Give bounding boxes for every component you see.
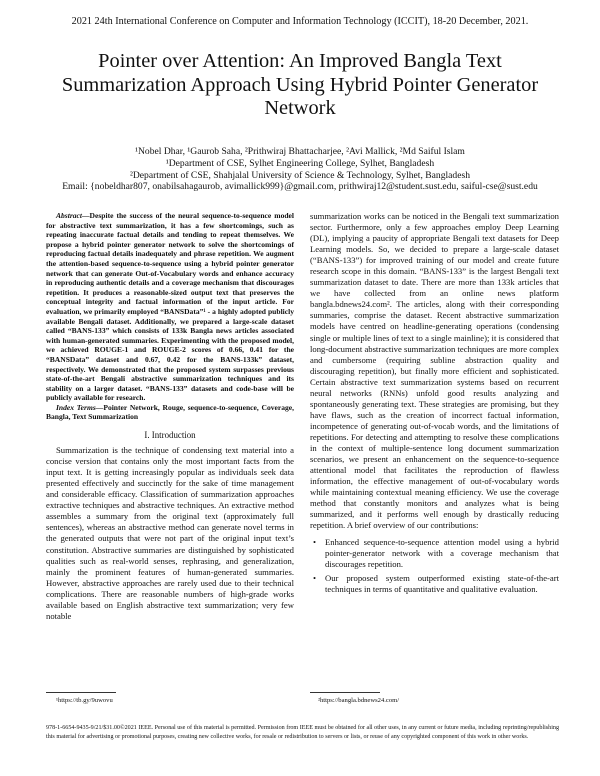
author-names: ¹Nobel Dhar, ¹Gaurob Saha, ²Prithwiraj Bhattacharjee, ²Avi Mallick, ²Md Saiful Islam (135, 146, 465, 157)
conference-header: 2021 24th International Conference on Computer and Information Technology (ICCIT), 18-20 December, 2021. (71, 16, 529, 27)
author-block (0, 146, 600, 193)
index-terms (46, 403, 294, 422)
paper-title: Pointer over Attention: An Improved Bangla Text Summarization Approach Using Hybrid Pointer Generator Network (61, 50, 539, 119)
footnote-2: ²https://bangla.bdnews24.com/ (318, 697, 400, 704)
list-item (310, 537, 559, 570)
index-terms-label: Index Terms (56, 402, 96, 412)
affiliation-2: ²Department of CSE, Shahjalal University of Science & Technology, Sylhet, Bangladesh (129, 169, 471, 181)
author-emails: Email: {nobeldhar807, onabilsahagaurob, avimallick999}@gmail.com, prithwiraj12@student.sust.edu, saiful-cse@sust.edu (62, 181, 538, 193)
bullet-icon: • (313, 537, 317, 548)
footnote-1: ¹https://tb.gy/9uwovu (56, 697, 113, 704)
abstract-label: Abstract (56, 211, 82, 220)
abstract-text: —Despite the success of the neural sequence-to-sequence model for abstractive text summarization, it has a few shortcomings, such as repeating inaccurate factual details and tending to repeat themselves. We propose a hybrid pointer generator network to solve the shortcomings of reproducing factual details inadequately and phrase repetition. We augment the attention-based sequence-to-sequence using a hybrid pointer generator network that can generate Out-of-Vocabulary words and enhance accuracy in reproducing authentic details and a coverage mechanism that discourages repetition. It produces a reasonable-sized output text that preserves the conceptual integrity and factual information of the input article. For evaluation, we primarily employed “BANSData”¹ - a highly adopted publicly available Bengali dataset. Additionally, we prepared a large-scale dataset called “BANS-133” which consists of 133k Bangla news articles associated with human-generated summaries. Experimenting with the proposed model, we achieved ROUGE-1 and ROUGE-2 scores of 0.66, 0.41 for the “BANSData” dataset and 0.67, 0.42 for the BANS-133k” dataset, respectively. We demonstrated that the proposed system surpasses previous state-of-the-art Bengali abstractive summarization techniques and its stability on a larger dataset. “BANS-133” datasets and code-base will be publicly available for research. (46, 211, 294, 403)
contribution-list (310, 537, 559, 594)
affiliation-1: ¹Department of CSE, Sylhet Engineering College, Sylhet, Bangladesh (165, 157, 435, 169)
intro-paragraph-left: Summarization is the technique of condensing text material into a concise version that contains only the most important facts from the input text. It is getting increasingly popular as individuals seek data presented effectively and succinctly for the sake of time management and considerable efficacy. Classification of summarization approaches extractive techniques and abstractive techniques. An extractive method assembles a summary from the original text (approximately full sentences), whereas an abstractive method can generate novel terms in the generated outputs that were not part of the original input text’s constitution. Abstractive summaries are distinguished by sophisticated qualities such as real-world senses, rephrasing, and generalization, mainly the prominent features of human-generated summaries. However, abstractive approaches are rarely used due to their technical complications. There are reasonable numbers of high-grade works available based on English abstractive text summarization; very few notable (46, 445, 294, 621)
left-column (46, 211, 294, 622)
contribution-text: Enhanced sequence-to-sequence attention model using a hybrid pointer-generator network with a coverage mechanism that discourages repetition. (325, 537, 559, 570)
abstract (46, 211, 294, 403)
footnote-rule-left (46, 692, 116, 693)
bullet-icon: • (313, 572, 317, 583)
intro-paragraph-right: summarization works can be noticed in the Bengali text summarization sector. Furthermore, only a few approaches employ Deep Learning (DL), implying a paucity of appropriate Bengali text datasets for Deep Learning models. So, we decided to prepare a large-scale dataset (“BANS-133”) for improved training of our model and create future research scope in this domain. “BANS-133” is the largest Bengali text summarization dataset to date. There are more than 133k articles that we have collected from an online news platform bangla.bdnews24.com². The articles, along with their corresponding summaries, comprise the dataset. Recent abstractive summarization models have centred on headline-generating operations (condensing single or multiple lines of text to a single mainline); it is considered that long-document abstractive summarization techniques are more complex and cumbersome (requiring subline abstraction quality and discouraging repetition), but finally more efficient and sophisticated. Certain abstractive text summarization systems based on recurrent neural networks (RNNs) unfold good results analyzing and spontaneously generating text. These strategies are promising, but they have flaws, such as the creation of incorrect factual information, incompetence of generating out-of-vocab words, and the limitations of repetitions. For detecting and attempting to resolve these complications in the context of multiple-sentence long document summarization scenarios, we present an enhancement on the sequence-to-sequence attentional model that facilitates the reproduction of flawless information, the effective management of out-of-vocabulary words while maintaining contextual meaning efficiency. We use the coverage method that constantly monitors and analyzes what is being summarized, and it performs well enough by drastically reducing repetition. A brief overview of our contributions: (310, 211, 559, 531)
section-heading-introduction: I. Introduction (144, 430, 196, 441)
footnote-rule-right (310, 692, 380, 693)
contribution-text: Our proposed system outperformed existing state-of-the-art techniques in terms of quantitative and qualitative evaluation. (325, 572, 559, 594)
copyright-notice: 978-1-6654-9435-9/21/$31.00©2021 IEEE. Personal use of this material is permitted. Permission from IEEE must be obtained for all other uses, in any current or future media, including reprinting/republishing this material for advertising or promotional purposes, creating new collective works, for resale or redistribution to servers or lists, or reuse of any copyrighted component of this work in other works. (46, 725, 559, 740)
right-column (310, 211, 559, 597)
list-item (310, 573, 559, 595)
index-terms-text: —Pointer Network, Rouge, sequence-to-sequence, Coverage, Bangla, Text Summarization (46, 402, 294, 422)
